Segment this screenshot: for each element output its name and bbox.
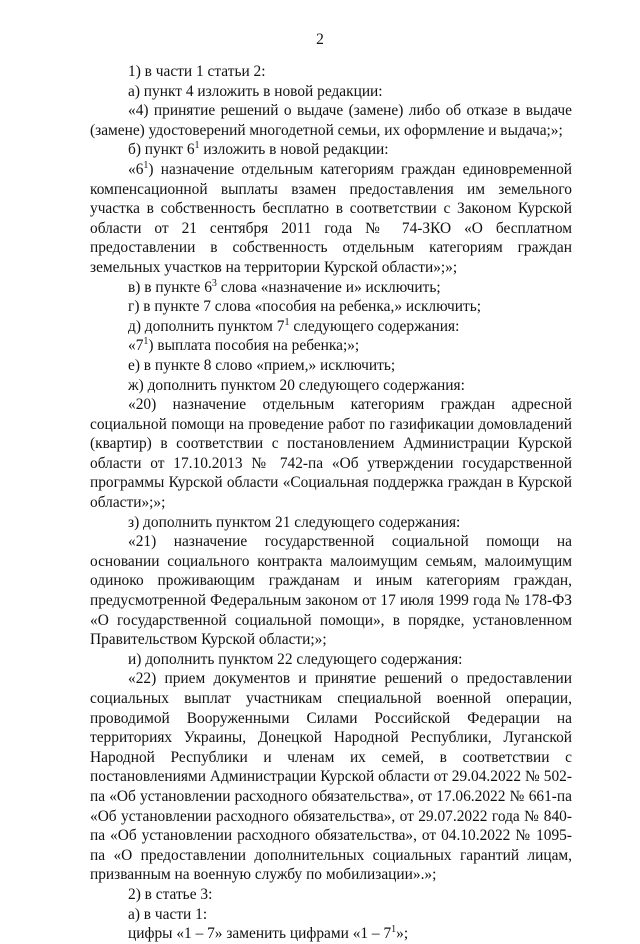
paragraph-18: а) в части 1: <box>128 905 208 923</box>
superscript: 1 <box>143 159 149 171</box>
paragraph-4: б) пункт $6^1$ изложить в новой редакции: <box>128 140 389 159</box>
paragraph-8: д) дополнить пунктом $7^1$ следующего содержания: <box>128 316 460 335</box>
paragraph-16: «22) прием документов и принятие решений о предоставлении социальных выплат участникам специальной военной операции, проводимой Вооруженными Силами Российской Федерации на территориях Украины, Донецкой Народной Республики, Луганской Народной Республики и членам их семей, в соответствии с постановлениями Администрации Курской области от 29.04.2022 № 502-па «Об установлении расходного обязательства», от 17.06.2022 № 661-па «Об установлении расходного обязательства», от 29.07.2022 года № 840-па «Об установлении расходного обязательства», от 04.10.2022 № 1095-па «О предоставлении дополнительных социальных гарантий лицам, призванным на военную службу по мобилизации».»; <box>90 670 572 884</box>
paragraph-17: 2) в статье 3: <box>128 885 213 903</box>
paragraph-1: 1) в части 1 статьи 2: <box>128 63 266 80</box>
paragraph-10: е) в пункте 8 слово «прием,» исключить; <box>128 356 396 374</box>
paragraph-12: «20) назначение отдельным категориям граждан адресной социальной помощи на проведение работ по газификации домовладений (квартир) в соответствии с постановлением Администрации Курской области от 17.10.2013 № 742-па «Об утверждении государственной программы Курской области «Социальная поддержка граждан в Курской области»;»; <box>90 396 572 512</box>
paragraph-6: в) в пункте $6^3$ слова «назначение и» исключить; <box>128 277 441 296</box>
paragraph-19: цифры «1 – 7» заменить цифрами «$1 - 7^1$»; <box>128 924 409 943</box>
superscript: 1 <box>284 316 290 328</box>
paragraph-9: «$7^1$) выплата пособия на ребенка;»; <box>128 336 360 355</box>
paragraph-2: а) пункт 4 изложить в новой редакции: <box>128 82 383 100</box>
paragraph-13: з) дополнить пунктом 21 следующего содержания: <box>128 513 461 531</box>
paragraph-14: «21) назначение государственной социальной помощи на основании социального контракта малоимущим семьям, малоимущим одиноко проживающим гражданам и иным категориям граждан, предусмотренной Федеральным законом от 17 июля 1999 года № 178-ФЗ «О государственной социальной помощи», в порядке, установленном Правительством Курской области;»; <box>90 533 572 649</box>
paragraph-11: ж) дополнить пунктом 20 следующего содержания: <box>128 376 465 394</box>
paragraph-3: «4) принятие решений о выдаче (замене) либо об отказе в выдаче (замене) удостоверений многодетной семьи, их оформление и выдача;»; <box>90 102 572 139</box>
superscript: 1 <box>143 336 149 348</box>
superscript: 3 <box>211 277 217 289</box>
paragraph-7: г) в пункте 7 слова «пособия на ребенка,» исключить; <box>128 298 482 316</box>
paragraph-5: «$6^1$) назначение отдельным категориям граждан единовременной компенсационной выплаты взамен предоставления им земельного участка в собственность бесплатно в соответствии с Законом Курской области от 21 сентября 2011 года № 74-ЗКО «О бесплатном предоставлении в собственность отдельным категориям граждан земельных участков на территории Курской области»;»; <box>90 159 572 276</box>
superscript: 1 <box>391 924 397 936</box>
superscript: 1 <box>194 140 200 152</box>
document-body <box>90 62 572 944</box>
paragraph-15: и) дополнить пунктом 22 следующего содержания: <box>128 650 463 668</box>
page-number: 2 <box>316 31 324 48</box>
